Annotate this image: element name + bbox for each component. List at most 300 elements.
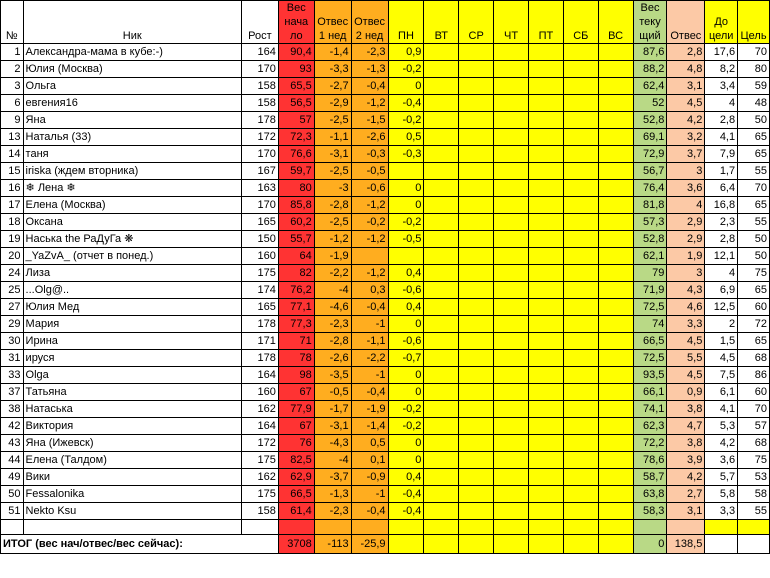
cell-sat <box>563 231 598 248</box>
cell-to-goal: 4 <box>705 95 738 112</box>
cell-fri <box>528 418 563 435</box>
cell-height: 172 <box>241 129 278 146</box>
cell-total-loss: 3,8 <box>667 435 705 452</box>
cell-current-weight: 93,5 <box>633 367 667 384</box>
cell-to-goal: 6,4 <box>705 180 738 197</box>
cell-start-weight: 82,5 <box>278 452 314 469</box>
cell-wed <box>459 248 494 265</box>
header-tue: ВТ <box>424 1 459 44</box>
cell-mon: 0 <box>388 316 424 333</box>
cell-nick: _YaZvA_ (отчет в понед.) <box>23 248 241 265</box>
cell-loss-week2: -1,9 <box>351 401 388 418</box>
cell-height: 150 <box>241 231 278 248</box>
cell-to-goal: 6,9 <box>705 282 738 299</box>
cell-loss-week2: -1,2 <box>351 95 388 112</box>
cell-fri <box>528 350 563 367</box>
cell-loss-week1: -2,5 <box>314 112 351 129</box>
cell-mon: -0,2 <box>388 214 424 231</box>
total-loss-week1: -113 <box>314 535 351 554</box>
cell-num: 20 <box>1 248 24 265</box>
cell-loss-week1: -4,3 <box>314 435 351 452</box>
table-row <box>1 129 770 146</box>
cell-wed <box>459 299 494 316</box>
cell-loss-week1: -2,9 <box>314 95 351 112</box>
cell-loss-week2 <box>351 248 388 265</box>
cell-tue <box>424 486 459 503</box>
cell-loss-week2: -0,4 <box>351 78 388 95</box>
total-empty-cell <box>705 535 738 554</box>
cell-sun <box>598 333 633 350</box>
spacer-cell <box>528 520 563 535</box>
spacer-cell <box>241 520 278 535</box>
cell-loss-week1: -3,3 <box>314 61 351 78</box>
table-row <box>1 299 770 316</box>
cell-sun <box>598 265 633 282</box>
cell-num: 31 <box>1 350 24 367</box>
header-mon: ПН <box>388 1 424 44</box>
cell-loss-week1: -0,5 <box>314 384 351 401</box>
cell-total-loss: 2,8 <box>667 44 705 61</box>
cell-num: 17 <box>1 197 24 214</box>
cell-tue <box>424 469 459 486</box>
cell-thu <box>494 248 529 265</box>
cell-loss-week2: -1 <box>351 486 388 503</box>
cell-goal: 68 <box>738 350 770 367</box>
cell-current-weight: 72,2 <box>633 435 667 452</box>
cell-nick: Вики <box>23 469 241 486</box>
spacer-cell <box>633 520 667 535</box>
cell-num: 3 <box>1 78 24 95</box>
cell-loss-week1: -3,7 <box>314 469 351 486</box>
cell-mon: 0,9 <box>388 44 424 61</box>
cell-fri <box>528 299 563 316</box>
cell-mon: -0,6 <box>388 282 424 299</box>
cell-sun <box>598 248 633 265</box>
cell-thu <box>494 435 529 452</box>
cell-mon: -0,7 <box>388 350 424 367</box>
cell-start-weight: 67 <box>278 384 314 401</box>
table-row <box>1 197 770 214</box>
cell-start-weight: 56,5 <box>278 95 314 112</box>
cell-height: 172 <box>241 435 278 452</box>
cell-loss-week1: -2,5 <box>314 214 351 231</box>
cell-goal: 60 <box>738 384 770 401</box>
cell-to-goal: 6,1 <box>705 384 738 401</box>
cell-tue <box>424 350 459 367</box>
cell-tue <box>424 418 459 435</box>
cell-mon: 0 <box>388 452 424 469</box>
cell-tue <box>424 214 459 231</box>
table-row <box>1 146 770 163</box>
cell-sun <box>598 61 633 78</box>
cell-goal: 75 <box>738 265 770 282</box>
table-row <box>1 163 770 180</box>
cell-start-weight: 64 <box>278 248 314 265</box>
cell-goal: 57 <box>738 418 770 435</box>
cell-height: 160 <box>241 248 278 265</box>
cell-mon: -0,2 <box>388 418 424 435</box>
cell-nick: Юлия (Москва) <box>23 61 241 78</box>
cell-height: 171 <box>241 333 278 350</box>
cell-total-loss: 1,9 <box>667 248 705 265</box>
cell-goal: 72 <box>738 316 770 333</box>
spacer-cell <box>424 520 459 535</box>
cell-fri <box>528 95 563 112</box>
cell-loss-week1: -1,3 <box>314 486 351 503</box>
cell-sun <box>598 44 633 61</box>
cell-goal: 50 <box>738 248 770 265</box>
cell-height: 175 <box>241 265 278 282</box>
cell-thu <box>494 231 529 248</box>
cell-loss-week1: -2,5 <box>314 163 351 180</box>
header-loss-week2: Отвес 2 нед <box>351 1 388 44</box>
cell-sun <box>598 95 633 112</box>
cell-wed <box>459 384 494 401</box>
cell-num: 51 <box>1 503 24 520</box>
cell-wed <box>459 61 494 78</box>
cell-tue <box>424 129 459 146</box>
cell-thu <box>494 163 529 180</box>
total-empty-cell <box>563 535 598 554</box>
cell-loss-week2: 0,3 <box>351 282 388 299</box>
cell-total-loss: 4,5 <box>667 367 705 384</box>
cell-tue <box>424 401 459 418</box>
cell-start-weight: 67 <box>278 418 314 435</box>
cell-num: 18 <box>1 214 24 231</box>
cell-sat <box>563 435 598 452</box>
cell-nick: Яна <box>23 112 241 129</box>
cell-thu <box>494 384 529 401</box>
cell-total-loss: 0,9 <box>667 384 705 401</box>
cell-to-goal: 4,1 <box>705 401 738 418</box>
cell-mon: 0 <box>388 78 424 95</box>
cell-mon: 0 <box>388 197 424 214</box>
cell-nick: Лиза <box>23 265 241 282</box>
table-row <box>1 486 770 503</box>
cell-tue <box>424 333 459 350</box>
cell-fri <box>528 197 563 214</box>
cell-thu <box>494 486 529 503</box>
cell-wed <box>459 486 494 503</box>
cell-loss-week2: -1,1 <box>351 333 388 350</box>
cell-loss-week2: -1,2 <box>351 197 388 214</box>
cell-total-loss: 3 <box>667 265 705 282</box>
cell-num: 29 <box>1 316 24 333</box>
cell-loss-week2: -1 <box>351 316 388 333</box>
cell-total-loss: 3,1 <box>667 78 705 95</box>
cell-fri <box>528 282 563 299</box>
cell-loss-week1: -2,3 <box>314 316 351 333</box>
cell-goal: 65 <box>738 333 770 350</box>
cell-loss-week2: -0,9 <box>351 469 388 486</box>
cell-current-weight: 87,6 <box>633 44 667 61</box>
cell-nick: Оксана <box>23 214 241 231</box>
cell-total-loss: 4,3 <box>667 282 705 299</box>
cell-wed <box>459 367 494 384</box>
cell-mon: -0,4 <box>388 95 424 112</box>
total-empty-cell <box>528 535 563 554</box>
total-start-weight: 3708 <box>278 535 314 554</box>
cell-sat <box>563 248 598 265</box>
header-to-goal: До цели <box>705 1 738 44</box>
cell-loss-week2: -0,4 <box>351 299 388 316</box>
cell-loss-week2: -1,2 <box>351 265 388 282</box>
cell-start-weight: 90,4 <box>278 44 314 61</box>
cell-wed <box>459 265 494 282</box>
table-row <box>1 95 770 112</box>
table-row <box>1 214 770 231</box>
cell-sat <box>563 486 598 503</box>
header-sun: ВС <box>598 1 633 44</box>
cell-num: 25 <box>1 282 24 299</box>
cell-thu <box>494 265 529 282</box>
cell-sat <box>563 367 598 384</box>
cell-wed <box>459 316 494 333</box>
cell-sat <box>563 44 598 61</box>
table-row <box>1 78 770 95</box>
cell-nick: Виктория <box>23 418 241 435</box>
cell-thu <box>494 214 529 231</box>
cell-sat <box>563 78 598 95</box>
cell-sun <box>598 367 633 384</box>
cell-tue <box>424 435 459 452</box>
cell-wed <box>459 112 494 129</box>
cell-start-weight: 85,8 <box>278 197 314 214</box>
total-loss-sum: 138,5 <box>667 535 705 554</box>
cell-total-loss: 4,2 <box>667 469 705 486</box>
header-nick: Ник <box>23 1 241 44</box>
cell-mon: -0,5 <box>388 231 424 248</box>
cell-current-weight: 71,9 <box>633 282 667 299</box>
header-fri: ПТ <box>528 1 563 44</box>
cell-current-weight: 74 <box>633 316 667 333</box>
cell-num: 14 <box>1 146 24 163</box>
cell-loss-week1: -2,6 <box>314 350 351 367</box>
cell-loss-week2: -0,3 <box>351 146 388 163</box>
cell-nick: iriska (ждем вторника) <box>23 163 241 180</box>
cell-to-goal: 4,1 <box>705 129 738 146</box>
cell-thu <box>494 452 529 469</box>
cell-wed <box>459 214 494 231</box>
cell-to-goal: 4 <box>705 265 738 282</box>
cell-start-weight: 60,2 <box>278 214 314 231</box>
cell-wed <box>459 78 494 95</box>
table-row <box>1 316 770 333</box>
cell-start-weight: 61,4 <box>278 503 314 520</box>
cell-start-weight: 77,1 <box>278 299 314 316</box>
cell-to-goal: 1,5 <box>705 333 738 350</box>
cell-loss-week2: 0,1 <box>351 452 388 469</box>
cell-current-weight: 57,3 <box>633 214 667 231</box>
cell-start-weight: 98 <box>278 367 314 384</box>
cell-height: 178 <box>241 350 278 367</box>
cell-to-goal: 8,2 <box>705 61 738 78</box>
cell-fri <box>528 231 563 248</box>
cell-goal: 55 <box>738 163 770 180</box>
cell-nick: Наталья (33) <box>23 129 241 146</box>
cell-mon: -0,2 <box>388 401 424 418</box>
cell-height: 160 <box>241 384 278 401</box>
cell-fri <box>528 44 563 61</box>
cell-wed <box>459 350 494 367</box>
cell-sat <box>563 452 598 469</box>
cell-goal: 50 <box>738 231 770 248</box>
cell-mon: -0,3 <box>388 146 424 163</box>
cell-goal: 60 <box>738 299 770 316</box>
cell-thu <box>494 503 529 520</box>
cell-goal: 65 <box>738 129 770 146</box>
cell-loss-week1: -3,5 <box>314 367 351 384</box>
cell-goal: 65 <box>738 197 770 214</box>
cell-thu <box>494 469 529 486</box>
cell-height: 158 <box>241 95 278 112</box>
cell-start-weight: 80 <box>278 180 314 197</box>
cell-mon: -0,6 <box>388 333 424 350</box>
cell-loss-week2: -0,6 <box>351 180 388 197</box>
cell-goal: 55 <box>738 214 770 231</box>
cell-total-loss: 4,7 <box>667 418 705 435</box>
cell-total-loss: 4,6 <box>667 299 705 316</box>
cell-to-goal: 2,3 <box>705 214 738 231</box>
cell-to-goal: 7,5 <box>705 367 738 384</box>
cell-to-goal: 12,5 <box>705 299 738 316</box>
cell-loss-week2: -2,3 <box>351 44 388 61</box>
cell-start-weight: 71 <box>278 333 314 350</box>
cell-loss-week2: -0,4 <box>351 503 388 520</box>
cell-loss-week2: -0,5 <box>351 163 388 180</box>
total-current-weight: 0 <box>633 535 667 554</box>
table-row <box>1 231 770 248</box>
cell-nick: Мария <box>23 316 241 333</box>
cell-mon: 0,5 <box>388 129 424 146</box>
cell-sun <box>598 129 633 146</box>
cell-tue <box>424 112 459 129</box>
cell-height: 175 <box>241 452 278 469</box>
cell-start-weight: 55,7 <box>278 231 314 248</box>
cell-total-loss: 4,5 <box>667 333 705 350</box>
cell-total-loss: 3,3 <box>667 316 705 333</box>
cell-sun <box>598 452 633 469</box>
cell-num: 38 <box>1 401 24 418</box>
cell-to-goal: 1,7 <box>705 163 738 180</box>
cell-num: 6 <box>1 95 24 112</box>
spacer-cell <box>388 520 424 535</box>
cell-start-weight: 76,6 <box>278 146 314 163</box>
spacer-cell <box>705 520 738 535</box>
cell-loss-week2: -1,3 <box>351 61 388 78</box>
cell-thu <box>494 146 529 163</box>
cell-loss-week1: -1,4 <box>314 44 351 61</box>
cell-fri <box>528 112 563 129</box>
header-loss-week1: Отвес 1 нед <box>314 1 351 44</box>
cell-current-weight: 88,2 <box>633 61 667 78</box>
cell-loss-week1: -1,2 <box>314 231 351 248</box>
cell-current-weight: 52,8 <box>633 231 667 248</box>
cell-sun <box>598 435 633 452</box>
cell-wed <box>459 452 494 469</box>
cell-thu <box>494 316 529 333</box>
cell-mon: 0 <box>388 367 424 384</box>
cell-sun <box>598 486 633 503</box>
cell-tue <box>424 180 459 197</box>
header-total-loss: Отвес <box>667 1 705 44</box>
cell-goal: 68 <box>738 435 770 452</box>
cell-loss-week2: -1,2 <box>351 231 388 248</box>
cell-thu <box>494 367 529 384</box>
cell-mon <box>388 163 424 180</box>
total-empty-cell <box>598 535 633 554</box>
cell-total-loss: 5,5 <box>667 350 705 367</box>
cell-num: 2 <box>1 61 24 78</box>
cell-sat <box>563 214 598 231</box>
cell-num: 1 <box>1 44 24 61</box>
cell-tue <box>424 452 459 469</box>
cell-mon <box>388 248 424 265</box>
cell-nick: Александра-мама в кубе:-) <box>23 44 241 61</box>
cell-goal: 70 <box>738 401 770 418</box>
cell-current-weight: 72,9 <box>633 146 667 163</box>
cell-sat <box>563 95 598 112</box>
cell-loss-week1: -2,7 <box>314 78 351 95</box>
cell-fri <box>528 129 563 146</box>
cell-thu <box>494 112 529 129</box>
cell-sat <box>563 163 598 180</box>
cell-loss-week1: -3 <box>314 180 351 197</box>
spacer-cell <box>738 520 770 535</box>
cell-loss-week2: -2,6 <box>351 129 388 146</box>
cell-mon: 0,4 <box>388 299 424 316</box>
cell-wed <box>459 418 494 435</box>
cell-sun <box>598 180 633 197</box>
cell-goal: 58 <box>738 486 770 503</box>
spacer-row <box>1 520 770 535</box>
cell-fri <box>528 248 563 265</box>
cell-height: 164 <box>241 367 278 384</box>
cell-nick: Яна (Ижевск) <box>23 435 241 452</box>
cell-start-weight: 77,3 <box>278 316 314 333</box>
cell-mon: -0,4 <box>388 486 424 503</box>
total-empty-cell <box>388 535 424 554</box>
table-row <box>1 452 770 469</box>
cell-tue <box>424 197 459 214</box>
cell-wed <box>459 163 494 180</box>
cell-tue <box>424 265 459 282</box>
cell-tue <box>424 231 459 248</box>
total-loss-week2: -25,9 <box>351 535 388 554</box>
spacer-cell <box>314 520 351 535</box>
cell-wed <box>459 146 494 163</box>
cell-num: 44 <box>1 452 24 469</box>
header-thu: ЧТ <box>494 1 529 44</box>
cell-num: 30 <box>1 333 24 350</box>
cell-loss-week2: -0,2 <box>351 214 388 231</box>
cell-height: 174 <box>241 282 278 299</box>
spacer-cell <box>1 520 24 535</box>
cell-sat <box>563 333 598 350</box>
table-row <box>1 112 770 129</box>
cell-fri <box>528 384 563 401</box>
cell-start-weight: 93 <box>278 61 314 78</box>
cell-mon: 0 <box>388 180 424 197</box>
cell-loss-week1: -2,8 <box>314 197 351 214</box>
cell-current-weight: 52 <box>633 95 667 112</box>
cell-thu <box>494 78 529 95</box>
cell-total-loss: 3,7 <box>667 146 705 163</box>
cell-loss-week2: -1,4 <box>351 418 388 435</box>
spacer-cell <box>667 520 705 535</box>
cell-num: 16 <box>1 180 24 197</box>
cell-loss-week1: -2,3 <box>314 503 351 520</box>
